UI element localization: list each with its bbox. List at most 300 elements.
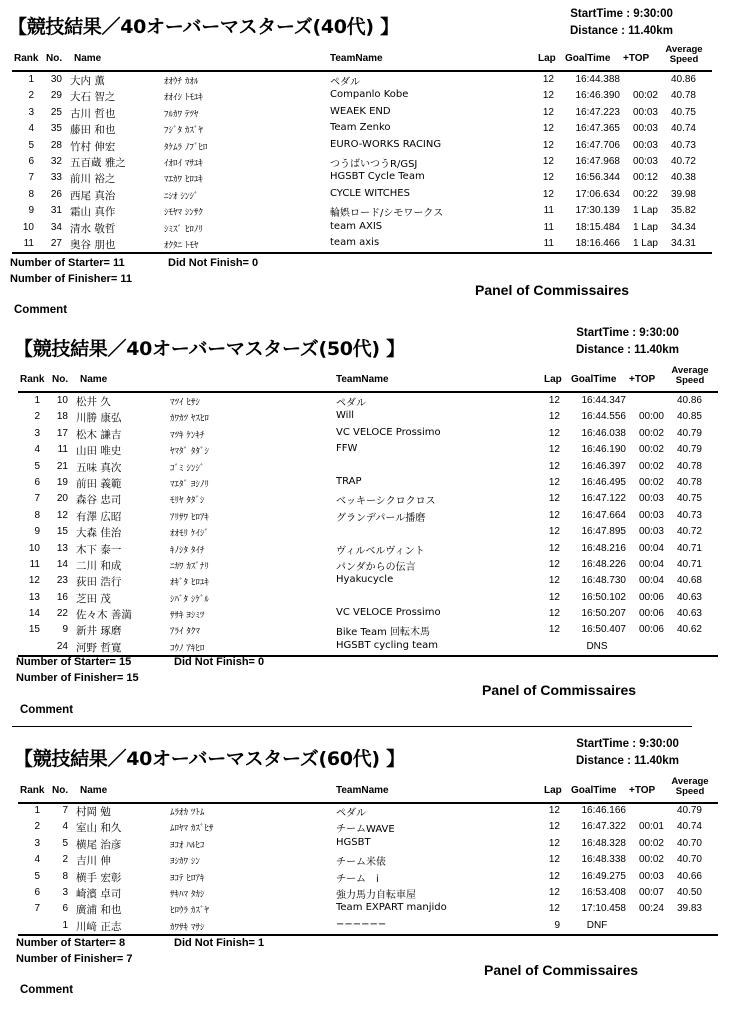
cell-goal: 16:47.322 [581, 821, 626, 833]
cell-no: 13 [56, 542, 68, 554]
dnf-count: Did Not Finish= 1 [174, 937, 265, 949]
cell-no: 4 [62, 821, 68, 833]
cell-goal: 16:46.495 [581, 476, 626, 488]
cell-avg: 40.68 [676, 575, 702, 587]
cell-goal: 16:46.397 [581, 460, 626, 472]
results-table [18, 393, 718, 657]
header-rank: Rank [14, 53, 39, 64]
header-lap: Lap [538, 53, 556, 64]
cell-top: 00:03 [638, 870, 664, 882]
cell-lap: 12 [548, 805, 560, 816]
cell-goal: 17:10.458 [581, 903, 626, 915]
cell-team: Team Zenko [330, 122, 391, 134]
cell-avg: 40.66 [676, 870, 702, 882]
cell-no: 34 [50, 221, 62, 233]
start-time: StartTime : 9:30:00 [576, 327, 679, 339]
cell-goal: 16:56.344 [575, 172, 620, 184]
cell-rank: 11 [23, 237, 34, 249]
cell-top: 00:03 [632, 123, 658, 135]
cell-top: 00:02 [638, 854, 664, 866]
cell-top: 1 Lap [632, 237, 658, 249]
cell-rank: 6 [34, 886, 40, 898]
cell-name: 竹村 伸宏 [70, 140, 116, 153]
cell-avg: 40.72 [676, 526, 702, 538]
cell-lap: 12 [548, 395, 560, 406]
cell-rank: 1 [34, 805, 40, 816]
cell-no: 26 [50, 188, 62, 200]
cell-rank: 8 [34, 509, 40, 521]
cell-no: 11 [57, 444, 68, 456]
cell-team: ペダル [330, 77, 360, 88]
cell-lap: 12 [548, 591, 560, 603]
cell-name: 村岡 勉 [76, 806, 111, 818]
comment-label: Comment [20, 984, 74, 996]
cell-team: TRAP [336, 475, 362, 487]
cell-avg: 40.86 [676, 395, 702, 406]
cell-avg: 40.70 [676, 854, 702, 866]
cell-name: 清水 敬哲 [70, 222, 116, 235]
table-row [18, 918, 718, 934]
header-top: +TOP [623, 53, 650, 64]
cell-name: 霜山 真作 [70, 206, 116, 219]
cell-lap: 11 [543, 205, 554, 217]
cell-top: 00:22 [632, 188, 658, 200]
cell-avg: 40.73 [670, 139, 696, 151]
cell-lap: 12 [548, 575, 560, 587]
cell-kana: ｵｵｲｼ ﾄﾓﾕｷ [164, 93, 203, 104]
table-row [12, 105, 712, 121]
cell-top: 00:04 [638, 558, 664, 570]
cell-rank: 9 [28, 205, 34, 217]
cell-name: 古川 哲也 [70, 107, 116, 120]
cell-rank: 7 [28, 172, 34, 184]
cell-team: HGSBT [336, 836, 371, 848]
table-row [18, 557, 718, 573]
table-header [18, 776, 718, 804]
cell-name: 大石 智之 [70, 91, 116, 104]
cell-no: 2 [62, 854, 68, 866]
cell-no: 27 [50, 237, 62, 249]
header-lap: Lap [544, 374, 562, 385]
cell-team: つうばいつうR/GSJ [330, 158, 418, 170]
cell-no: 15 [56, 526, 68, 538]
cell-lap: 12 [542, 188, 554, 200]
cell-rank: 13 [28, 591, 40, 603]
cell-goal: 16:44.347 [581, 395, 626, 406]
cell-kana: ｷﾉｼﾀ ﾀｲﾁ [170, 545, 205, 556]
table-row [18, 590, 718, 606]
cell-no: 23 [56, 575, 68, 587]
header-average: Average [671, 776, 709, 787]
cell-goal: 17:30.139 [575, 205, 620, 217]
table-row [18, 442, 718, 458]
cell-rank: 1 [28, 74, 34, 85]
cell-kana: ﾑﾛﾔﾏ ｶｽﾞﾋｻ [170, 824, 214, 835]
cell-avg: 40.72 [670, 155, 696, 167]
cell-goal: 16:50.207 [581, 608, 626, 620]
header-name: Name [80, 785, 108, 796]
table-row [12, 138, 712, 154]
comment-label: Comment [14, 304, 68, 316]
cell-kana: ﾌﾙｶﾜ ﾃﾂﾔ [164, 109, 199, 120]
panel-of-commissaires: Panel of Commissaires [484, 962, 639, 978]
dnf-count: Did Not Finish= 0 [168, 257, 259, 269]
cell-name: 二川 和成 [76, 559, 122, 572]
cell-name: 五味 真次 [76, 461, 122, 474]
cell-top: 00:03 [632, 155, 658, 167]
cell-name: 西尾 真治 [70, 189, 116, 202]
header-goaltime: GoalTime [571, 785, 617, 796]
cell-name: 山田 唯史 [76, 445, 122, 458]
cell-no: 12 [56, 509, 68, 521]
table-row [18, 508, 718, 524]
cell-team: チーム米俵 [336, 857, 386, 869]
cell-top: 00:02 [638, 444, 664, 456]
cell-goal: 16:48.226 [581, 558, 626, 570]
header-average-speed [668, 777, 712, 797]
cell-kana: ｼﾓﾔﾏ ｼﾝｻｸ [164, 208, 203, 219]
cell-team: 輪娯ロード/シモワークス [330, 208, 444, 220]
results-table [12, 72, 712, 254]
header-no: No. [52, 785, 69, 796]
table-row [12, 187, 712, 203]
cell-team: −−−−−− [336, 918, 387, 930]
cell-kana: ｼﾊﾞﾀ ｼｹﾞﾙ [170, 594, 209, 605]
cell-avg: 35.82 [670, 205, 696, 217]
cell-rank: 3 [34, 837, 40, 849]
cell-lap: 12 [542, 123, 554, 135]
cell-avg: 40.70 [676, 837, 702, 849]
cell-name: 前田 義範 [76, 477, 122, 490]
cell-goal: 16:47.895 [581, 526, 626, 538]
cell-goal: 16:46.038 [581, 427, 626, 439]
cell-lap: 12 [548, 558, 560, 570]
results-table [18, 803, 718, 936]
table-row [12, 72, 712, 88]
cell-avg: 40.79 [676, 427, 702, 439]
cell-rank: 3 [34, 427, 40, 439]
cell-goal: 16:48.328 [581, 837, 626, 849]
cell-goal: 16:47.365 [575, 123, 620, 135]
cell-avg: 40.75 [676, 493, 702, 505]
cell-kana: ｵｷﾞﾀ ﾋﾛﾕｷ [170, 578, 209, 589]
cell-name: 川勝 康弘 [76, 412, 122, 425]
cell-avg: 40.62 [676, 624, 702, 636]
cell-lap: 12 [548, 854, 560, 866]
cell-lap: 12 [548, 542, 560, 554]
cell-avg: 40.63 [676, 591, 702, 603]
cell-team: WEAEK END [330, 105, 391, 117]
cell-avg: 40.86 [670, 74, 696, 85]
cell-lap: 12 [548, 821, 560, 833]
cell-name: 森谷 忠司 [76, 494, 122, 507]
starter-count: Number of Starter= 8 [16, 937, 126, 949]
cell-rank: 14 [28, 608, 40, 620]
cell-kana: ｻｷﾊﾏ ﾀｶｼ [170, 889, 205, 900]
header-lap: Lap [544, 785, 562, 796]
header-speed: Speed [669, 54, 699, 65]
cell-top: 00:03 [638, 493, 664, 505]
cell-team: HGSBT cycling team [336, 639, 439, 651]
cell-goal: 16:44.388 [575, 74, 620, 85]
cell-name: 河野 哲寛 [76, 641, 122, 654]
cell-goal: 18:16.466 [575, 237, 620, 249]
cell-kana: ﾑﾗｵｶ ﾂﾄﾑ [170, 808, 205, 818]
cell-team: HGSBT Cycle Team [330, 171, 425, 183]
cell-rank: 11 [29, 558, 40, 570]
cell-name: 佐々木 善満 [76, 609, 132, 622]
cell-name: 廣浦 和也 [76, 904, 122, 917]
cell-lap: 12 [542, 74, 554, 85]
cell-kana: ﾔﾏﾀﾞ ﾀﾀﾞｼ [170, 447, 209, 458]
cell-kana: ﾀｹﾑﾗ ﾉﾌﾞﾋﾛ [164, 142, 208, 153]
cell-name: 横手 宏彰 [76, 871, 122, 884]
cell-top: 00:12 [632, 172, 658, 184]
cell-top: 00:04 [638, 542, 664, 554]
cell-team: team AXIS [330, 220, 383, 232]
header-no: No. [52, 374, 69, 385]
table-row [18, 541, 718, 557]
header-goaltime: GoalTime [571, 374, 617, 385]
dnf-count: Did Not Finish= 0 [174, 656, 265, 668]
cell-no: 32 [50, 155, 62, 167]
cell-kana: ｼﾐｽﾞ ﾋﾛﾉﾘ [164, 224, 203, 235]
cell-kana: ﾏｴﾀﾞ ﾖｼﾉﾘ [170, 479, 209, 490]
cell-lap: 12 [548, 870, 560, 882]
cell-lap: 12 [548, 411, 560, 423]
table-header [12, 44, 712, 72]
cell-name: 松木 謙吉 [76, 428, 122, 441]
cell-no: 31 [50, 205, 62, 217]
table-row [18, 622, 718, 638]
cell-team: VC VELOCE Prossimo [336, 426, 441, 438]
cell-kana: ｵｵﾓﾘ ｹｲｼﾞ [170, 529, 209, 540]
cell-avg: 40.73 [676, 509, 702, 521]
cell-goal: 16:46.390 [575, 90, 620, 102]
cell-goal: 16:47.122 [581, 493, 626, 505]
table-row [18, 393, 718, 409]
cell-lap: 12 [548, 460, 560, 472]
cell-name: 横尾 治彦 [76, 838, 122, 851]
cell-top: 1 Lap [632, 221, 658, 233]
cell-top: 00:06 [638, 624, 664, 636]
cell-kana: ﾌｼﾞﾀ ｶｽﾞﾔ [164, 126, 203, 137]
cell-goal: 16:49.275 [581, 870, 626, 882]
distance: Distance : 11.40km [576, 755, 679, 767]
start-time: StartTime : 9:30:00 [576, 738, 679, 750]
cell-name: 吉川 伸 [76, 855, 111, 868]
cell-name: 前川 裕之 [70, 173, 116, 186]
cell-no: 28 [50, 139, 62, 151]
cell-name: 五百蔵 雅之 [70, 156, 126, 169]
header-rank: Rank [20, 785, 45, 796]
cell-name: 新井 琢磨 [76, 625, 122, 638]
cell-name: 崎濱 卓司 [76, 887, 122, 900]
cell-lap: 12 [548, 624, 560, 636]
cell-goal: 18:15.484 [575, 221, 620, 233]
section-title: 【競技結果／40オーバーマスターズ(40代) 】 [8, 16, 399, 38]
header-top: +TOP [629, 785, 656, 796]
cell-team: チームWAVE [336, 824, 395, 836]
cell-no: 22 [56, 608, 68, 620]
cell-top: 00:02 [638, 427, 664, 439]
cell-top: 00:03 [632, 139, 658, 151]
cell-team: 強力馬力自転車屋 [336, 889, 416, 901]
cell-top: 00:02 [638, 460, 664, 472]
table-row [12, 203, 712, 219]
cell-rank: 9 [34, 526, 40, 538]
cell-team: パンダからの伝言 [336, 561, 416, 573]
table-row [12, 88, 712, 104]
cell-name: 室山 和久 [76, 822, 122, 835]
cell-kana: ﾖｺﾃ ﾋﾛｱｷ [170, 873, 205, 884]
cell-kana: ﾏﾂｲ ﾋｻｼ [170, 398, 200, 408]
cell-no: 24 [56, 640, 68, 652]
distance: Distance : 11.40km [576, 344, 679, 356]
cell-goal: 16:46.190 [581, 444, 626, 456]
cell-avg: 39.98 [670, 188, 696, 200]
cell-rank: 5 [28, 139, 34, 151]
cell-team: Hyakucycle [336, 574, 394, 586]
cell-rank: 2 [34, 411, 40, 423]
table-row [12, 121, 712, 137]
cell-name: 木下 泰一 [76, 543, 122, 556]
cell-top: 00:04 [638, 575, 664, 587]
cell-kana: ﾆｼｵ ｼﾝｼﾞ [164, 191, 199, 202]
cell-no: 8 [62, 870, 68, 882]
cell-avg: 40.50 [676, 886, 702, 898]
cell-lap: 12 [548, 837, 560, 849]
header-team: TeamName [336, 374, 389, 385]
cell-rank: 12 [28, 575, 40, 587]
cell-kana: ｵｸﾀﾆ ﾄﾓﾔ [164, 240, 199, 251]
race-meta [570, 6, 673, 40]
cell-rank: 3 [28, 106, 34, 118]
finisher-count: Number of Finisher= 11 [10, 273, 132, 285]
cell-avg: 34.31 [670, 237, 696, 249]
cell-no: 30 [50, 74, 62, 85]
cell-kana: ﾋﾛｳﾗ ｶｽﾞﾔ [170, 906, 209, 917]
table-row [18, 819, 718, 835]
cell-lap: 12 [548, 476, 560, 488]
header-top: +TOP [629, 374, 656, 385]
cell-rank: 7 [34, 903, 40, 915]
start-time: StartTime : 9:30:00 [570, 8, 673, 20]
cell-no: 16 [56, 591, 68, 603]
cell-goal: 16:48.216 [581, 542, 626, 554]
section-title: 【競技結果／40オーバーマスターズ(50代) 】 [14, 338, 405, 360]
panel-of-commissaires: Panel of Commissaires [482, 682, 637, 698]
cell-team: team axis [330, 236, 380, 248]
cell-lap: 12 [548, 526, 560, 538]
cell-avg: 40.38 [670, 172, 696, 184]
cell-no: 21 [56, 460, 68, 472]
cell-lap: 11 [543, 221, 554, 233]
table-row [18, 475, 718, 491]
cell-goal: DNS [586, 640, 608, 652]
cell-kana: ﾏｴｶﾜ ﾋﾛﾕｷ [164, 175, 203, 186]
cell-lap: 12 [542, 172, 554, 184]
cell-no: 29 [50, 90, 62, 102]
cell-top: 00:02 [632, 90, 658, 102]
cell-top: 00:06 [638, 608, 664, 620]
cell-kana: ｱﾗｲ ﾀｸﾏ [170, 627, 200, 638]
cell-no: 3 [62, 886, 68, 898]
table-row [18, 803, 718, 819]
table-row [18, 459, 718, 475]
cell-top: 00:06 [638, 591, 664, 603]
cell-avg: 40.74 [670, 123, 696, 135]
cell-avg: 40.78 [676, 460, 702, 472]
section-title: 【競技結果／40オーバーマスターズ(60代) 】 [14, 748, 405, 770]
cell-kana: ﾓﾘﾔ ﾀﾀﾞｼ [170, 496, 205, 507]
cell-top: 00:03 [638, 526, 664, 538]
cell-team: EURO-WORKS RACING [330, 138, 442, 150]
race-meta [576, 736, 679, 770]
cell-no: 25 [50, 106, 62, 118]
cell-team: チーム i [336, 873, 379, 885]
cell-kana: ﾏﾂｷ ｹﾝｷﾁ [170, 430, 205, 441]
cell-rank: 2 [28, 90, 34, 102]
cell-goal: 16:48.730 [581, 575, 626, 587]
cell-rank: 5 [34, 460, 40, 472]
header-name: Name [74, 53, 102, 64]
cell-top: 00:24 [638, 903, 664, 915]
cell-avg: 40.85 [676, 411, 702, 423]
cell-no: 10 [56, 395, 68, 406]
table-row [18, 852, 718, 868]
cell-name: 川﨑 正志 [76, 920, 122, 933]
cell-team: VC VELOCE Prossimo [336, 607, 441, 619]
cell-rank: 6 [34, 476, 40, 488]
cell-rank: 15 [28, 624, 40, 636]
cell-lap: 9 [554, 919, 560, 931]
cell-lap: 12 [542, 155, 554, 167]
cell-rank: 10 [28, 542, 40, 554]
cell-name: 荻田 浩行 [76, 576, 122, 589]
cell-avg: 40.63 [676, 608, 702, 620]
header-goaltime: GoalTime [565, 53, 611, 64]
cell-rank: 5 [34, 870, 40, 882]
cell-goal: 16:53.408 [581, 886, 626, 898]
table-row [18, 491, 718, 507]
cell-avg: 40.78 [676, 476, 702, 488]
starter-count: Number of Starter= 11 [10, 257, 125, 269]
table-row [18, 885, 718, 901]
cell-rank: 6 [28, 155, 34, 167]
cell-rank: 4 [34, 444, 40, 456]
cell-goal: 16:50.407 [581, 624, 626, 636]
cell-no: 20 [56, 493, 68, 505]
cell-name: 大内 薫 [70, 75, 105, 87]
cell-team: FFW [336, 443, 358, 455]
cell-kana: ｲｵﾛｲ ﾏｻﾕｷ [164, 158, 203, 169]
cell-name: 有澤 広昭 [76, 510, 122, 523]
table-row [12, 220, 712, 236]
cell-top: 00:02 [638, 476, 664, 488]
cell-lap: 12 [542, 90, 554, 102]
cell-avg: 40.74 [676, 821, 702, 833]
cell-name: 松井 久 [76, 396, 111, 408]
cell-kana: ﾆｶﾜ ｶｽﾞﾅﾘ [170, 561, 209, 572]
table-row [18, 524, 718, 540]
cell-goal: 16:47.664 [581, 509, 626, 521]
header-team: TeamName [336, 785, 389, 796]
table-row [18, 606, 718, 622]
cell-goal: 16:47.706 [575, 139, 620, 151]
cell-goal: DNF [586, 919, 608, 931]
header-average: Average [671, 365, 709, 376]
